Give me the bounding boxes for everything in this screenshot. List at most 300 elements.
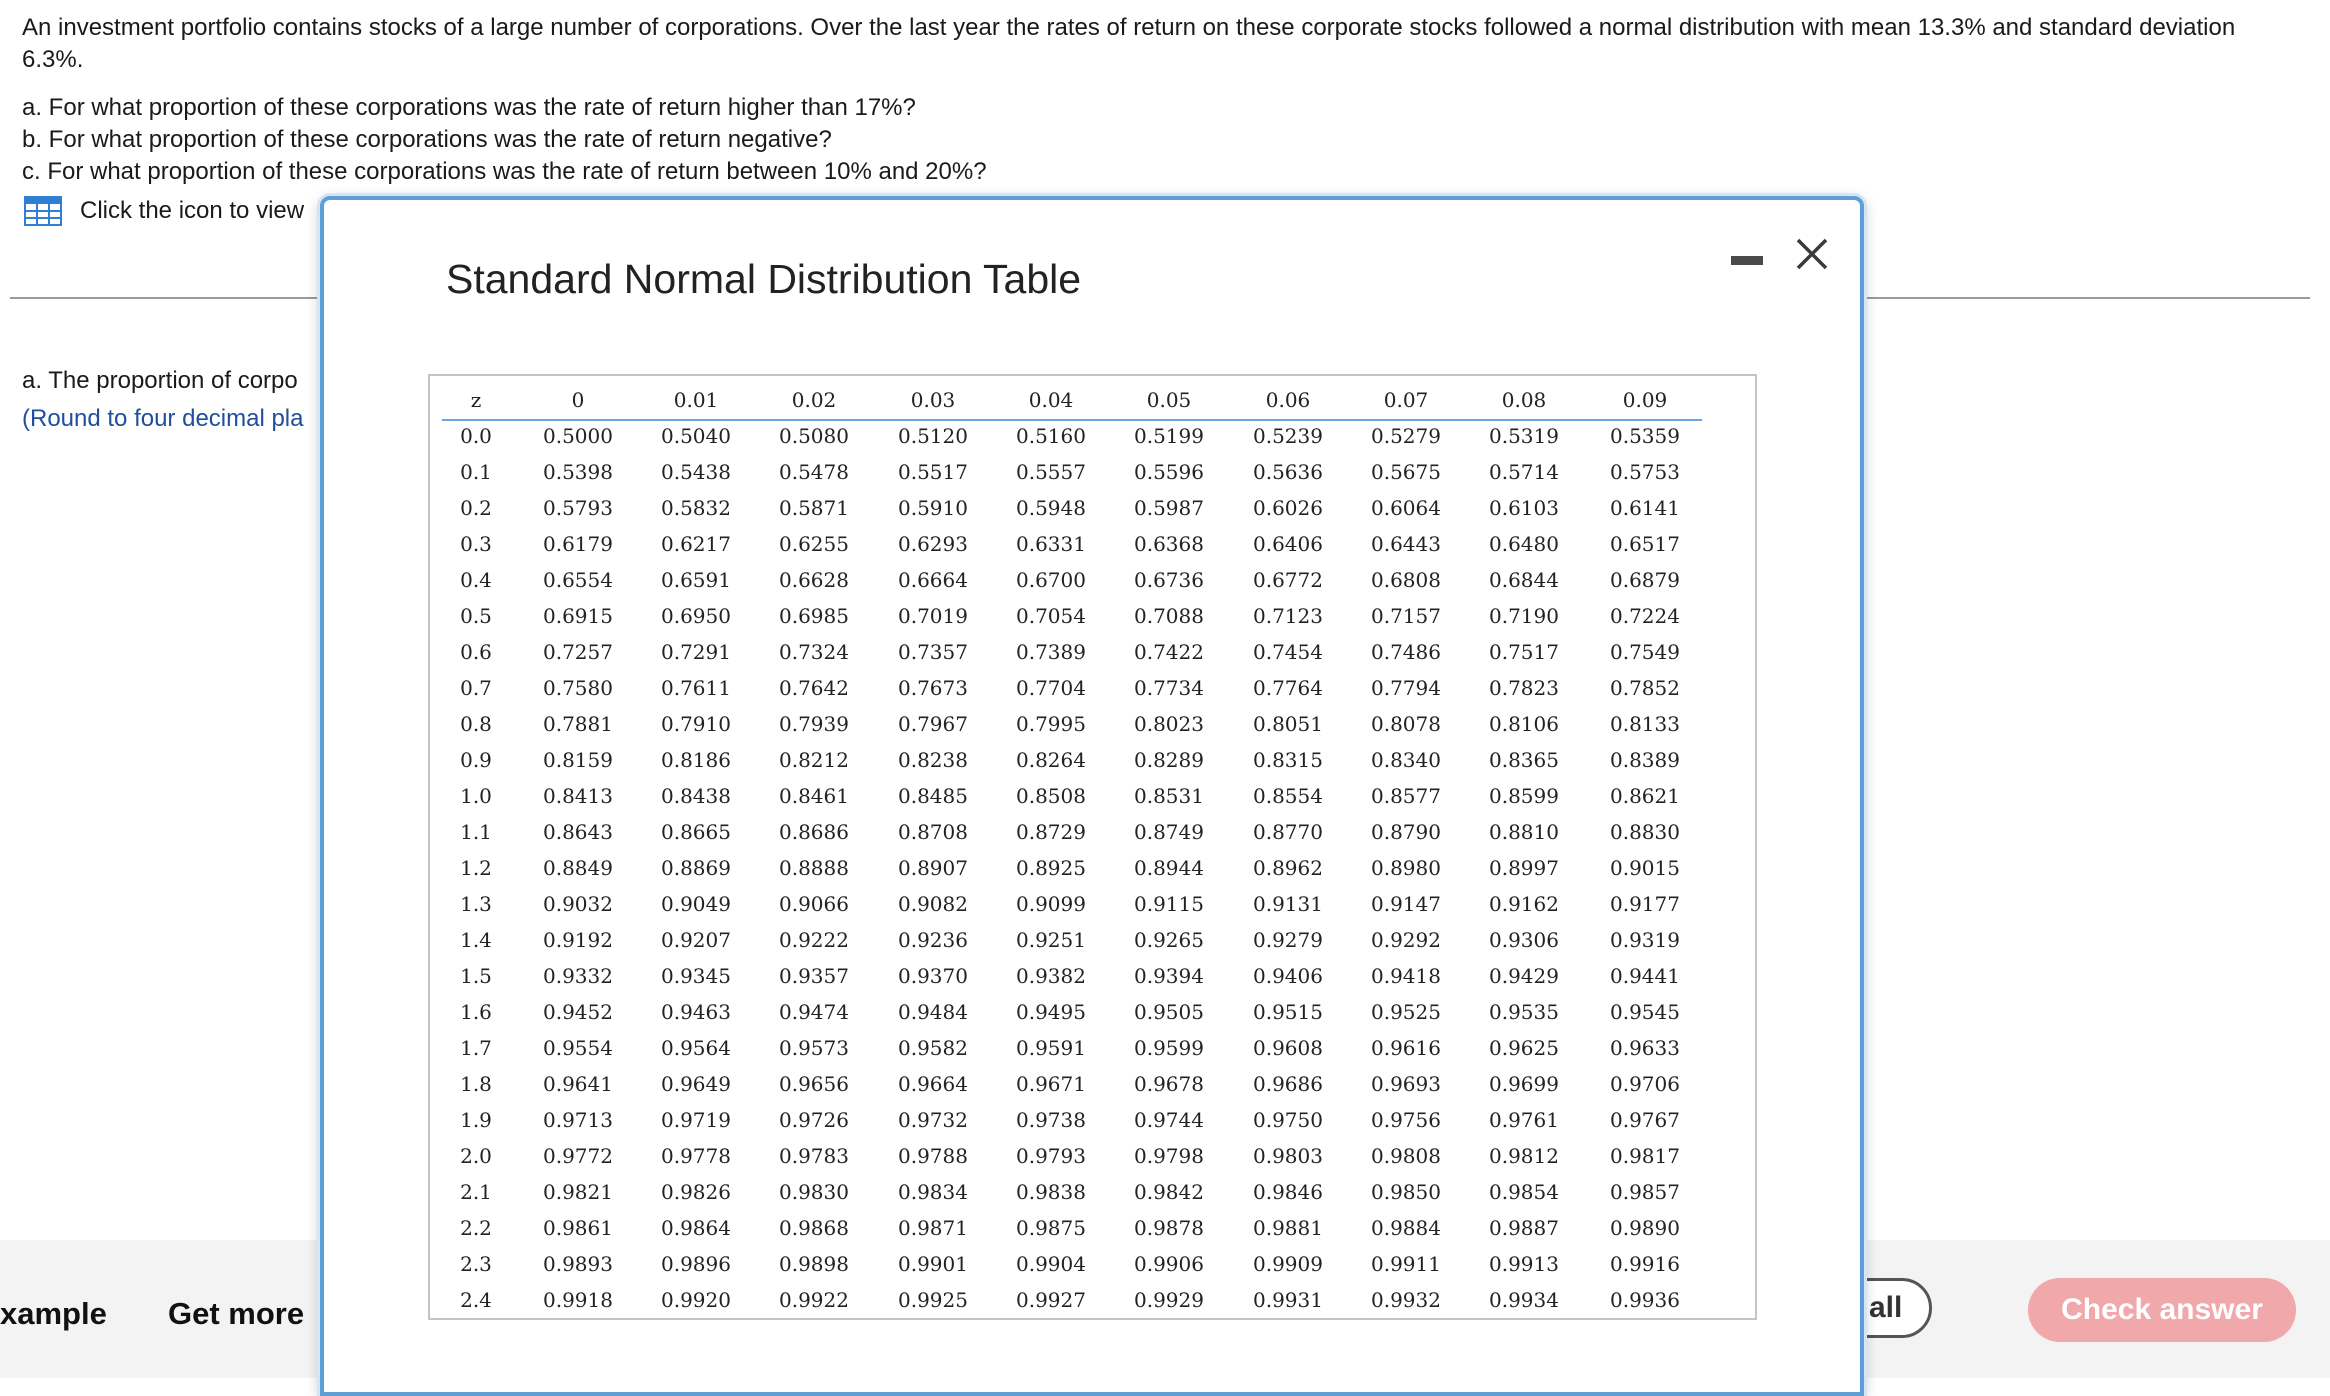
probability-cell: 0.9319 — [1610, 928, 1680, 952]
probability-cell: 0.9808 — [1371, 1144, 1441, 1168]
probability-cell: 0.9913 — [1489, 1252, 1559, 1276]
probability-cell: 0.8944 — [1134, 856, 1204, 880]
probability-cell: 0.7852 — [1610, 676, 1680, 700]
probability-cell: 0.9881 — [1253, 1216, 1323, 1240]
probability-cell: 0.9778 — [661, 1144, 731, 1168]
probability-cell: 0.8907 — [898, 856, 968, 880]
z-value-cell: 0.9 — [460, 748, 492, 772]
probability-cell: 0.9429 — [1489, 964, 1559, 988]
z-value-cell: 0.3 — [460, 532, 492, 556]
probability-cell: 0.9922 — [779, 1288, 849, 1312]
probability-cell: 0.7422 — [1134, 640, 1204, 664]
probability-cell: 0.8461 — [779, 784, 849, 808]
probability-cell: 0.7486 — [1371, 640, 1441, 664]
question-part-a: a. For what proportion of these corporations was the rate of return higher than 17%? — [22, 94, 916, 121]
probability-cell: 0.7190 — [1489, 604, 1559, 628]
probability-cell: 0.9925 — [898, 1288, 968, 1312]
probability-cell: 0.9803 — [1253, 1144, 1323, 1168]
probability-cell: 0.9484 — [898, 1000, 968, 1024]
probability-cell: 0.9750 — [1253, 1108, 1323, 1132]
probability-cell: 0.9920 — [661, 1288, 731, 1312]
probability-cell: 0.6950 — [661, 604, 731, 628]
probability-cell: 0.9192 — [543, 928, 613, 952]
probability-cell: 0.7157 — [1371, 604, 1441, 628]
probability-cell: 0.5557 — [1016, 460, 1086, 484]
probability-cell: 0.5478 — [779, 460, 849, 484]
z-value-cell: 1.1 — [460, 820, 492, 844]
probability-cell: 0.5000 — [543, 424, 613, 448]
column-header: 0.07 — [1383, 388, 1429, 412]
z-value-cell: 0.0 — [460, 424, 492, 448]
probability-cell: 0.6141 — [1610, 496, 1680, 520]
probability-cell: 0.9345 — [661, 964, 731, 988]
probability-cell: 0.5398 — [543, 460, 613, 484]
probability-cell: 0.9838 — [1016, 1180, 1086, 1204]
probability-cell: 0.9177 — [1610, 892, 1680, 916]
probability-cell: 0.7967 — [898, 712, 968, 736]
probability-cell: 0.5948 — [1016, 496, 1086, 520]
probability-cell: 0.7324 — [779, 640, 849, 664]
probability-cell: 0.6808 — [1371, 568, 1441, 592]
probability-cell: 0.9535 — [1489, 1000, 1559, 1024]
z-table-frame — [428, 374, 1757, 1320]
probability-cell: 0.9875 — [1016, 1216, 1086, 1240]
probability-cell: 0.8023 — [1134, 712, 1204, 736]
probability-cell: 0.9699 — [1489, 1072, 1559, 1096]
probability-cell: 0.9756 — [1371, 1108, 1441, 1132]
z-value-cell: 1.2 — [460, 856, 492, 880]
probability-cell: 0.8078 — [1371, 712, 1441, 736]
probability-cell: 0.5596 — [1134, 460, 1204, 484]
probability-cell: 0.9861 — [543, 1216, 613, 1240]
probability-cell: 0.9370 — [898, 964, 968, 988]
probability-cell: 0.8577 — [1371, 784, 1441, 808]
probability-cell: 0.9812 — [1489, 1144, 1559, 1168]
clear-all-button[interactable]: all — [1800, 1278, 1932, 1338]
probability-cell: 0.8264 — [1016, 748, 1086, 772]
probability-cell: 0.9846 — [1253, 1180, 1323, 1204]
probability-cell: 0.9936 — [1610, 1288, 1680, 1312]
probability-cell: 0.9911 — [1371, 1252, 1441, 1276]
z-value-cell: 1.0 — [460, 784, 492, 808]
probability-cell: 0.6517 — [1610, 532, 1680, 556]
z-value-cell: 0.7 — [460, 676, 492, 700]
probability-cell: 0.9633 — [1610, 1036, 1680, 1060]
probability-cell: 0.9099 — [1016, 892, 1086, 916]
probability-cell: 0.9649 — [661, 1072, 731, 1096]
probability-cell: 0.6443 — [1371, 532, 1441, 556]
probability-cell: 0.8729 — [1016, 820, 1086, 844]
probability-cell: 0.9821 — [543, 1180, 613, 1204]
probability-cell: 0.5793 — [543, 496, 613, 520]
column-header: 0.08 — [1501, 388, 1547, 412]
minimize-icon[interactable] — [1731, 256, 1763, 265]
probability-cell: 0.8869 — [661, 856, 731, 880]
probability-cell: 0.8962 — [1253, 856, 1323, 880]
probability-cell: 0.9864 — [661, 1216, 731, 1240]
probability-cell: 0.9906 — [1134, 1252, 1204, 1276]
question-stem — [22, 12, 2242, 76]
probability-cell: 0.5319 — [1489, 424, 1559, 448]
probability-cell: 0.7257 — [543, 640, 613, 664]
z-value-cell: 0.5 — [460, 604, 492, 628]
column-header: 0.06 — [1265, 388, 1311, 412]
z-value-cell: 1.9 — [460, 1108, 492, 1132]
column-header: 0.02 — [791, 388, 837, 412]
probability-cell: 0.9904 — [1016, 1252, 1086, 1276]
column-header: 0.03 — [910, 388, 956, 412]
probability-cell: 0.6879 — [1610, 568, 1680, 592]
column-header: 0 — [571, 388, 585, 412]
z-value-cell: 2.0 — [460, 1144, 492, 1168]
probability-cell: 0.9441 — [1610, 964, 1680, 988]
probability-cell: 0.9332 — [543, 964, 613, 988]
probability-cell: 0.9793 — [1016, 1144, 1086, 1168]
probability-cell: 0.8925 — [1016, 856, 1086, 880]
question-stem-text: An investment portfolio contains stocks of a large number of corporations. Over the last year the rates of return on these corporate stocks followed a normal distribution with mean 13.3% and standard deviation 6.3%. — [22, 14, 2236, 73]
probability-cell: 0.8643 — [543, 820, 613, 844]
probability-cell: 0.7794 — [1371, 676, 1441, 700]
probability-cell: 0.5517 — [898, 460, 968, 484]
probability-cell: 0.9706 — [1610, 1072, 1680, 1096]
probability-cell: 0.6844 — [1489, 568, 1559, 592]
probability-cell: 0.9406 — [1253, 964, 1323, 988]
probability-cell: 0.6406 — [1253, 532, 1323, 556]
probability-cell: 0.5080 — [779, 424, 849, 448]
probability-cell: 0.8485 — [898, 784, 968, 808]
z-value-cell: 2.2 — [460, 1216, 492, 1240]
probability-cell: 0.9554 — [543, 1036, 613, 1060]
answer-a — [22, 362, 303, 438]
probability-cell: 0.7549 — [1610, 640, 1680, 664]
probability-cell: 0.9798 — [1134, 1144, 1204, 1168]
probability-cell: 0.9616 — [1371, 1036, 1441, 1060]
probability-cell: 0.6331 — [1016, 532, 1086, 556]
column-header: 0.01 — [673, 388, 719, 412]
probability-cell: 0.6026 — [1253, 496, 1323, 520]
probability-cell: 0.9357 — [779, 964, 849, 988]
probability-cell: 0.9767 — [1610, 1108, 1680, 1132]
probability-cell: 0.8389 — [1610, 748, 1680, 772]
probability-cell: 0.9898 — [779, 1252, 849, 1276]
probability-cell: 0.5987 — [1134, 496, 1204, 520]
z-value-cell: 0.1 — [460, 460, 492, 484]
probability-cell: 0.6217 — [661, 532, 731, 556]
probability-cell: 0.5239 — [1253, 424, 1323, 448]
probability-cell: 0.8749 — [1134, 820, 1204, 844]
probability-cell: 0.8365 — [1489, 748, 1559, 772]
probability-cell: 0.8980 — [1371, 856, 1441, 880]
probability-cell: 0.7580 — [543, 676, 613, 700]
z-value-cell: 0.6 — [460, 640, 492, 664]
probability-cell: 0.8106 — [1489, 712, 1559, 736]
answer-a-prompt: a. The proportion of corpo — [22, 367, 298, 394]
z-column-header: z — [470, 388, 482, 412]
view-table-link[interactable] — [24, 196, 304, 226]
z-table-modal — [320, 196, 1864, 1396]
probability-cell: 0.9525 — [1371, 1000, 1441, 1024]
probability-cell: 0.9082 — [898, 892, 968, 916]
modal-title: Standard Normal Distribution Table — [446, 256, 1082, 302]
probability-cell: 0.9719 — [661, 1108, 731, 1132]
probability-cell: 0.9292 — [1371, 928, 1441, 952]
view-example-link[interactable]: xample — [0, 1296, 107, 1331]
probability-cell: 0.8830 — [1610, 820, 1680, 844]
probability-cell: 0.7734 — [1134, 676, 1204, 700]
probability-cell: 0.9032 — [543, 892, 613, 916]
probability-cell: 0.5714 — [1489, 460, 1559, 484]
probability-cell: 0.8340 — [1371, 748, 1441, 772]
z-value-cell: 1.5 — [460, 964, 492, 988]
probability-cell: 0.9545 — [1610, 1000, 1680, 1024]
probability-cell: 0.9830 — [779, 1180, 849, 1204]
probability-cell: 0.9382 — [1016, 964, 1086, 988]
probability-cell: 0.7611 — [661, 676, 731, 700]
probability-cell: 0.6480 — [1489, 532, 1559, 556]
probability-cell: 0.6554 — [543, 568, 613, 592]
probability-cell: 0.7291 — [661, 640, 731, 664]
probability-cell: 0.9474 — [779, 1000, 849, 1024]
probability-cell: 0.6628 — [779, 568, 849, 592]
probability-cell: 0.9686 — [1253, 1072, 1323, 1096]
probability-cell: 0.5636 — [1253, 460, 1323, 484]
probability-cell: 0.5120 — [898, 424, 968, 448]
question-part-c: c. For what proportion of these corporations was the rate of return between 10% and 20%? — [22, 158, 987, 185]
probability-cell: 0.7642 — [779, 676, 849, 700]
probability-cell: 0.8790 — [1371, 820, 1441, 844]
probability-cell: 0.9418 — [1371, 964, 1441, 988]
probability-cell: 0.9608 — [1253, 1036, 1323, 1060]
probability-cell: 0.9857 — [1610, 1180, 1680, 1204]
z-value-cell: 1.4 — [460, 928, 492, 952]
probability-cell: 0.9452 — [543, 1000, 613, 1024]
z-value-cell: 1.6 — [460, 1000, 492, 1024]
probability-cell: 0.6772 — [1253, 568, 1323, 592]
z-value-cell: 2.3 — [460, 1252, 492, 1276]
probability-cell: 0.7881 — [543, 712, 613, 736]
probability-cell: 0.6293 — [898, 532, 968, 556]
probability-cell: 0.9066 — [779, 892, 849, 916]
probability-cell: 0.9834 — [898, 1180, 968, 1204]
probability-cell: 0.9015 — [1610, 856, 1680, 880]
z-value-cell: 0.4 — [460, 568, 492, 592]
probability-cell: 0.8708 — [898, 820, 968, 844]
probability-cell: 0.9918 — [543, 1288, 613, 1312]
probability-cell: 0.5832 — [661, 496, 731, 520]
probability-cell: 0.9049 — [661, 892, 731, 916]
probability-cell: 0.9896 — [661, 1252, 731, 1276]
probability-cell: 0.9842 — [1134, 1180, 1204, 1204]
probability-cell: 0.9788 — [898, 1144, 968, 1168]
probability-cell: 0.9265 — [1134, 928, 1204, 952]
probability-cell: 0.7910 — [661, 712, 731, 736]
probability-cell: 0.8051 — [1253, 712, 1323, 736]
probability-cell: 0.6915 — [543, 604, 613, 628]
probability-cell: 0.9147 — [1371, 892, 1441, 916]
probability-cell: 0.9929 — [1134, 1288, 1204, 1312]
probability-cell: 0.8315 — [1253, 748, 1323, 772]
probability-cell: 0.7019 — [898, 604, 968, 628]
probability-cell: 0.8621 — [1610, 784, 1680, 808]
probability-cell: 0.5160 — [1016, 424, 1086, 448]
probability-cell: 0.9591 — [1016, 1036, 1086, 1060]
probability-cell: 0.9931 — [1253, 1288, 1323, 1312]
probability-cell: 0.8770 — [1253, 820, 1323, 844]
probability-cell: 0.9884 — [1371, 1216, 1441, 1240]
probability-cell: 0.9817 — [1610, 1144, 1680, 1168]
question-part-b: b. For what proportion of these corporations was the rate of return negative? — [22, 126, 832, 153]
probability-cell: 0.9573 — [779, 1036, 849, 1060]
probability-cell: 0.5438 — [661, 460, 731, 484]
probability-cell: 0.9582 — [898, 1036, 968, 1060]
probability-cell: 0.8554 — [1253, 784, 1323, 808]
probability-cell: 0.9890 — [1610, 1216, 1680, 1240]
probability-cell: 0.8810 — [1489, 820, 1559, 844]
probability-cell: 0.5279 — [1371, 424, 1441, 448]
probability-cell: 0.7939 — [779, 712, 849, 736]
probability-cell: 0.7054 — [1016, 604, 1086, 628]
probability-cell: 0.7123 — [1253, 604, 1323, 628]
probability-cell: 0.8186 — [661, 748, 731, 772]
probability-cell: 0.9564 — [661, 1036, 731, 1060]
probability-cell: 0.5753 — [1610, 460, 1680, 484]
probability-cell: 0.5040 — [661, 424, 731, 448]
probability-cell: 0.8289 — [1134, 748, 1204, 772]
probability-cell: 0.8238 — [898, 748, 968, 772]
probability-cell: 0.5910 — [898, 496, 968, 520]
probability-cell: 0.9927 — [1016, 1288, 1086, 1312]
probability-cell: 0.5199 — [1134, 424, 1204, 448]
probability-cell: 0.7995 — [1016, 712, 1086, 736]
probability-cell: 0.9671 — [1016, 1072, 1086, 1096]
probability-cell: 0.9678 — [1134, 1072, 1204, 1096]
probability-cell: 0.9934 — [1489, 1288, 1559, 1312]
probability-cell: 0.8413 — [543, 784, 613, 808]
column-header: 0.04 — [1028, 388, 1074, 412]
probability-cell: 0.9783 — [779, 1144, 849, 1168]
probability-cell: 0.9738 — [1016, 1108, 1086, 1132]
probability-cell: 0.8531 — [1134, 784, 1204, 808]
probability-cell: 0.9887 — [1489, 1216, 1559, 1240]
probability-cell: 0.6700 — [1016, 568, 1086, 592]
get-more-help-link[interactable]: Get more — [168, 1296, 305, 1331]
question-parts — [22, 92, 987, 188]
table-grid-icon[interactable] — [24, 196, 62, 226]
z-value-cell: 2.1 — [460, 1180, 492, 1204]
probability-cell: 0.8133 — [1610, 712, 1680, 736]
probability-cell: 0.9306 — [1489, 928, 1559, 952]
probability-cell: 0.8508 — [1016, 784, 1086, 808]
probability-cell: 0.8438 — [661, 784, 731, 808]
probability-cell: 0.9854 — [1489, 1180, 1559, 1204]
probability-cell: 0.9115 — [1134, 892, 1204, 916]
probability-cell: 0.9893 — [543, 1252, 613, 1276]
view-table-text: Click the icon to view — [80, 197, 305, 224]
probability-cell: 0.7454 — [1253, 640, 1323, 664]
probability-cell: 0.5871 — [779, 496, 849, 520]
probability-cell: 0.9761 — [1489, 1108, 1559, 1132]
probability-cell: 0.6591 — [661, 568, 731, 592]
probability-cell: 0.9236 — [898, 928, 968, 952]
check-answer-button[interactable]: Check answer — [2028, 1278, 2296, 1342]
probability-cell: 0.9850 — [1371, 1180, 1441, 1204]
probability-cell: 0.6368 — [1134, 532, 1204, 556]
probability-cell: 0.9463 — [661, 1000, 731, 1024]
probability-cell: 0.8997 — [1489, 856, 1559, 880]
probability-cell: 0.6103 — [1489, 496, 1559, 520]
probability-cell: 0.9901 — [898, 1252, 968, 1276]
probability-cell: 0.9916 — [1610, 1252, 1680, 1276]
probability-cell: 0.9826 — [661, 1180, 731, 1204]
answer-a-hint: (Round to four decimal pla — [22, 405, 304, 432]
probability-cell: 0.9495 — [1016, 1000, 1086, 1024]
probability-cell: 0.7823 — [1489, 676, 1559, 700]
probability-cell: 0.9732 — [898, 1108, 968, 1132]
z-value-cell: 1.7 — [460, 1036, 492, 1060]
probability-cell: 0.9713 — [543, 1108, 613, 1132]
probability-cell: 0.9251 — [1016, 928, 1086, 952]
probability-cell: 0.9772 — [543, 1144, 613, 1168]
probability-cell: 0.9505 — [1134, 1000, 1204, 1024]
probability-cell: 0.9131 — [1253, 892, 1323, 916]
probability-cell: 0.9726 — [779, 1108, 849, 1132]
z-value-cell: 1.3 — [460, 892, 492, 916]
probability-cell: 0.7224 — [1610, 604, 1680, 628]
probability-cell: 0.9394 — [1134, 964, 1204, 988]
probability-cell: 0.8849 — [543, 856, 613, 880]
probability-cell: 0.6179 — [543, 532, 613, 556]
probability-cell: 0.9744 — [1134, 1108, 1204, 1132]
probability-cell: 0.8159 — [543, 748, 613, 772]
probability-cell: 0.6736 — [1134, 568, 1204, 592]
probability-cell: 0.9878 — [1134, 1216, 1204, 1240]
probability-cell: 0.9641 — [543, 1072, 613, 1096]
probability-cell: 0.7517 — [1489, 640, 1559, 664]
probability-cell: 0.8888 — [779, 856, 849, 880]
z-value-cell: 0.8 — [460, 712, 492, 736]
probability-cell: 0.9515 — [1253, 1000, 1323, 1024]
probability-cell: 0.8665 — [661, 820, 731, 844]
probability-cell: 0.6664 — [898, 568, 968, 592]
probability-cell: 0.8599 — [1489, 784, 1559, 808]
probability-cell: 0.5675 — [1371, 460, 1441, 484]
probability-cell: 0.6985 — [779, 604, 849, 628]
probability-cell: 0.6064 — [1371, 496, 1441, 520]
probability-cell: 0.6255 — [779, 532, 849, 556]
z-value-cell: 1.8 — [460, 1072, 492, 1096]
z-value-cell: 2.4 — [460, 1288, 492, 1312]
probability-cell: 0.9871 — [898, 1216, 968, 1240]
probability-cell: 0.9222 — [779, 928, 849, 952]
probability-cell: 0.9279 — [1253, 928, 1323, 952]
column-header: 0.09 — [1622, 388, 1668, 412]
close-icon[interactable] — [1792, 234, 1832, 274]
z-table — [430, 376, 1755, 1318]
probability-cell: 0.9664 — [898, 1072, 968, 1096]
probability-cell: 0.7764 — [1253, 676, 1323, 700]
probability-cell: 0.9599 — [1134, 1036, 1204, 1060]
probability-cell: 0.9162 — [1489, 892, 1559, 916]
probability-cell: 0.9207 — [661, 928, 731, 952]
probability-cell: 0.7088 — [1134, 604, 1204, 628]
probability-cell: 0.7357 — [898, 640, 968, 664]
probability-cell: 0.9693 — [1371, 1072, 1441, 1096]
probability-cell: 0.9656 — [779, 1072, 849, 1096]
column-header: 0.05 — [1146, 388, 1192, 412]
probability-cell: 0.8212 — [779, 748, 849, 772]
probability-cell: 0.9868 — [779, 1216, 849, 1240]
probability-cell: 0.7673 — [898, 676, 968, 700]
